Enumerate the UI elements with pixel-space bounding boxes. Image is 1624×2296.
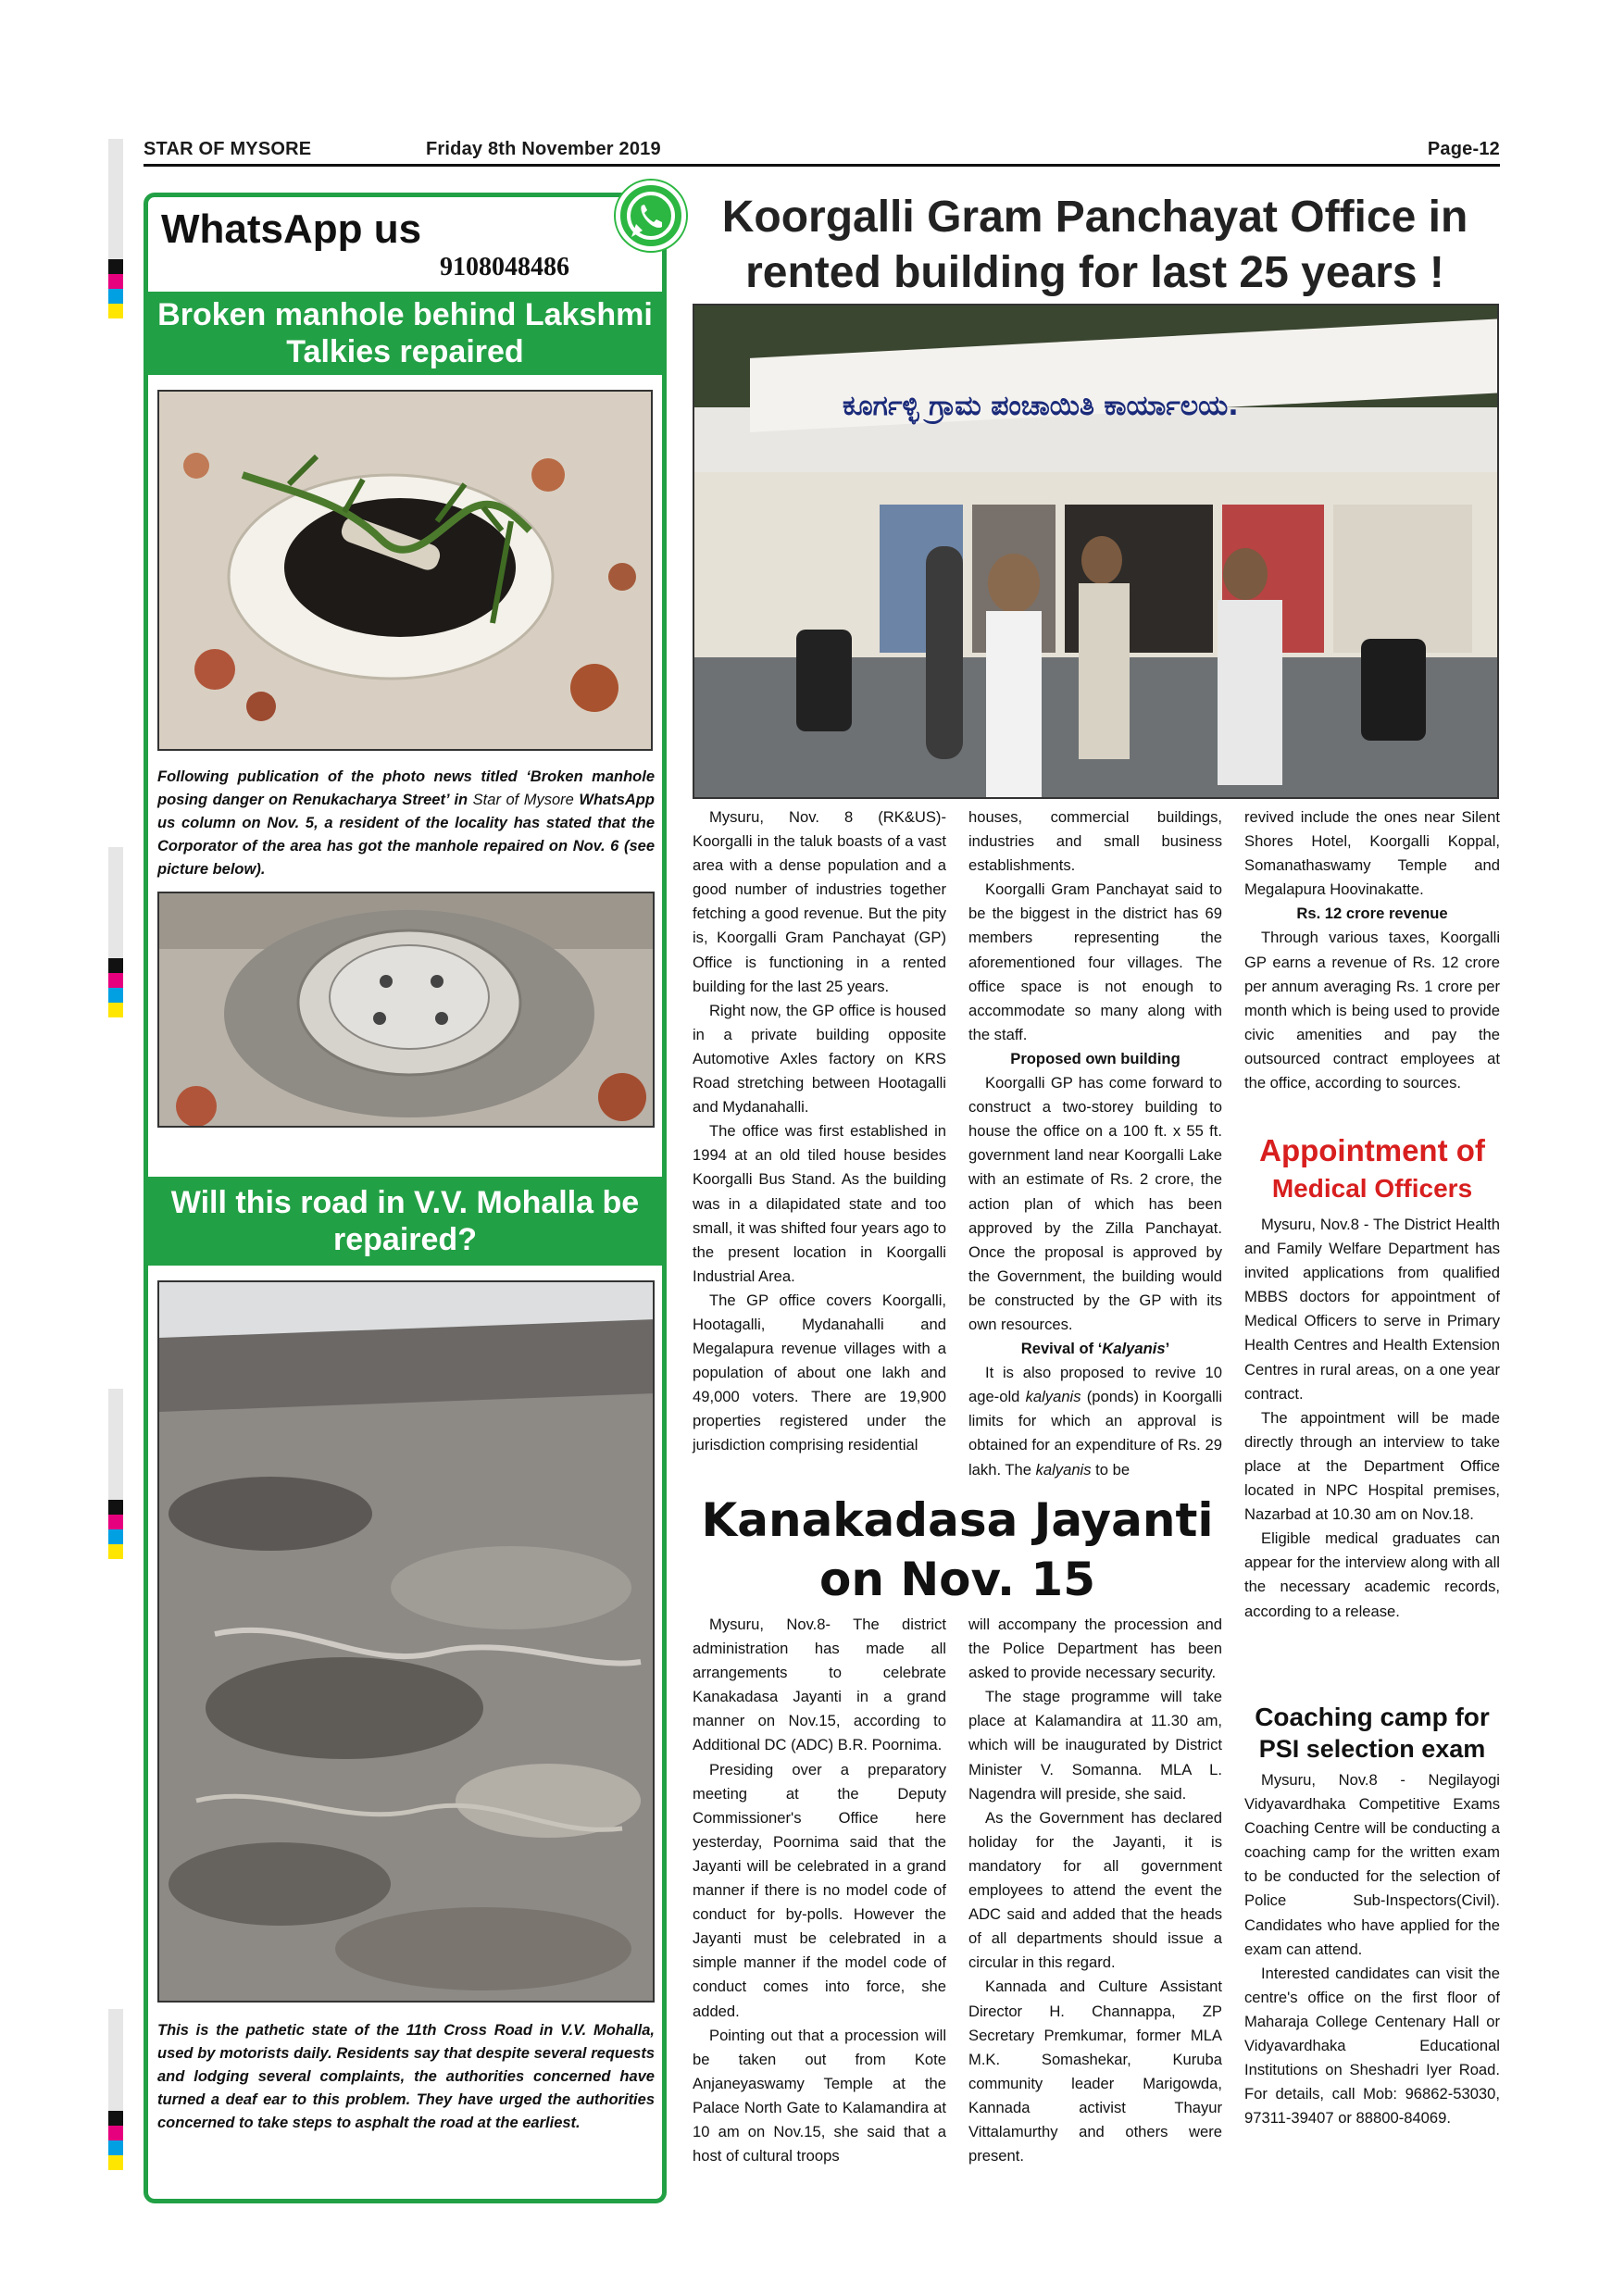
subheading-text: ’ — [1165, 1340, 1170, 1358]
paragraph: Kannada and Culture Assistant Director H. Channappa, ZP Secretary Premkumar, former MLA M.K. Somashekar, Kuruba community leader Marigowda, Kannada activist Thayur Vittalamurthy and others were present. — [968, 1978, 1222, 2165]
registration-bar — [108, 1389, 123, 1500]
medical-heading-line1: Appointment of — [1259, 1133, 1485, 1167]
svg-text:ಕೂರ್ಗಳ್ಳಿ ಗ್ರಾಮ ಪಂಚಾಯಿತಿ ಕಾರ್ಯ: ಕೂರ್ಗಳ್ಳಿ ಗ್ರಾಮ ಪಂಚಾಯಿತಿ ಕಾರ್ಯಾಲಯ. — [843, 390, 1239, 422]
registration-marks — [108, 2111, 123, 2170]
registration-bar — [108, 139, 123, 259]
subheading-proposed-building: Proposed own building — [1010, 1049, 1181, 1067]
story2-caption: This is the pathetic state of the 11th Cross Road in V.V. Mohalla, used by motorists daily. Residents say that despite several requests and lodging several complaints, the authorities concerned have turned a deaf ear to this problem. They have urged the authorities concerned to take steps to asphalt the road at the earliest. — [157, 2022, 655, 2131]
paragraph: will accompany the procession and the Police Department has been asked to provide necessary security. — [968, 1616, 1222, 1682]
paragraph: Interested candidates can visit the centre's office on the first floor of Maharaja College Centenary Hall or Vidyavardhaka Educational Institutions on Sheshadri Iyer Road. For details, call Mob: 96862-53030, 97311-39407 or 88800-84069. — [1244, 1964, 1500, 2128]
main-article-col3 — [1244, 805, 1500, 1095]
paragraph — [968, 1361, 1222, 1481]
medical-heading-line2: Medical Officers — [1271, 1174, 1473, 1203]
coaching-heading-line1: Coaching camp for — [1255, 1703, 1490, 1731]
paragraph-text: kalyanis — [1035, 1460, 1092, 1479]
kanakadasa-col2 — [968, 1613, 1222, 2168]
paragraph: Presiding over a preparatory meeting at the Deputy Commissioner's Office here yesterday, Poornima said that the Jayanti will be celebrated in a grand manner if there is no model code of conduct for by-polls. However the Jayanti must be celebrated in a simple manner if the model code of conduct comes into force, she added. — [693, 1760, 946, 2020]
page-number: Page-12 — [1427, 139, 1500, 159]
story1-heading: Broken manhole behind Lakshmi Talkies repaired — [148, 292, 662, 375]
paragraph: The GP office covers Koorgalli, Hootagalli, Mydanahalli and Megalapura revenue villages with a population of about one lakh and 49,000 voters. There are 19,900 properties registered under the jurisdiction comprising residential — [693, 1291, 946, 1454]
paragraph: Mysuru, Nov.8 - The District Health and Family Welfare Department has invited applications from qualified MBBS doctors for appointment of Medical Officers to serve in Primary Health Centres and Health Extension Centres in rural areas, on a one year contract. — [1244, 1216, 1500, 1403]
registration-marks — [108, 259, 123, 318]
broken-manhole-photo — [157, 390, 653, 751]
paper-name: STAR OF MYSORE — [144, 139, 312, 159]
paragraph: Koorgalli GP has come forward to construct a two-storey building to house the office on a 100 ft. x 55 ft. government land near Koorgalli Lake with an estimate of Rs. 2 crore, the action plan of which has been approved by the Zilla Panchayat. Once the proposal is approved by the Government, the building would be constructed by the GP with its own resources. — [968, 1074, 1222, 1333]
whatsapp-number: 9108048486 — [440, 253, 569, 281]
subheading-revival-kalyanis — [968, 1337, 1222, 1361]
kanakadasa-headline-line2: on Nov. 15 — [818, 1553, 1096, 1606]
paragraph-text: to be — [1091, 1460, 1131, 1479]
paragraph: The office was first established in 1994 at an old tiled house besides Koorgalli Bus Stand. As the building was in a dilapidated state and too small, it was shifted four years ago to the present location in Koorgalli Industrial Area. — [693, 1122, 946, 1285]
paragraph: Pointing out that a procession will be taken out from Kote Anjaneyaswamy Temple at the Palace North Gate to Kalamandira at 10 am on Nov.15, she said that a host of cultural troops — [693, 2026, 946, 2165]
paragraph: revived include the ones near Silent Shores Hotel, Koorgalli Koppal, Somanathaswamy Temple and Megalapura Hoovinakatte. — [1244, 808, 1500, 899]
subheading-revenue: Rs. 12 crore revenue — [1296, 905, 1448, 923]
story1-caption — [157, 766, 655, 881]
coaching-heading-line2: PSI selection exam — [1258, 1735, 1486, 1763]
paragraph: Right now, the GP office is housed in a private building opposite Automotive Axles factory on KRS Road stretching between Hootagalli and Mydanahalli. — [693, 1001, 946, 1117]
paragraph: houses, commercial buildings, industries and small business establishments. — [968, 808, 1222, 875]
paragraph: Koorgalli Gram Panchayat said to be the biggest in the district has 69 members representing the aforementioned four villages. The office space is not enough to accommodate so many along with the staff. — [968, 880, 1222, 1043]
paragraph: As the Government has declared holiday for the Jayanti, it is mandatory for all government employees to attend the event the ADC said and added that the heads of all departments should issue a circular in this regard. — [968, 1808, 1222, 1972]
repaired-manhole-photo — [157, 892, 655, 1128]
subheading-text: Kalyanis — [1102, 1340, 1166, 1358]
paragraph: Mysuru, Nov.8 - Negilayogi Vidyavardhaka Competitive Exams Coaching Centre will be conducting a coaching camp for the written exam to be conducted for the selection of Police Sub-Inspectors(Civil). Candidates who have applied for the exam can attend. — [1244, 1771, 1500, 1958]
story1-caption-text: Following publication of the photo news titled ‘Broken manhole posing danger on Renukacharya Street’ in — [157, 768, 655, 808]
main-article-col1 — [693, 805, 946, 1458]
whatsapp-title: WhatsApp us — [161, 206, 422, 252]
paragraph: The stage programme will take place at Kalamandira at 11.30 am, which will be inaugurated by District Minister V. Somanna. MLA L. Nagendra will preside, she said. — [968, 1688, 1222, 1803]
paragraph-text: It is also proposed to revive 10 age-old — [968, 1364, 1222, 1406]
paragraph: Mysuru, Nov. 8 (RK&US)- Koorgalli in the taluk boasts of a vast area with a dense population and a good number of industries together fetching a good revenue. But the pity is, Koorgalli Gram Panchayat (GP) Office is functioning in a rented building for the last 25 years. — [693, 808, 946, 995]
paragraph: Mysuru, Nov.8- The district administration has made all arrangements to celebrate Kanakadasa Jayanti in a grand manner on Nov.15, according to Additional DC (ADC) B.R. Poornima. — [693, 1616, 946, 1754]
medical-officers-article — [1244, 1131, 1500, 1624]
paragraph: Through various taxes, Koorgalli GP earns a revenue of Rs. 12 crore per annum averaging Rs. 1 crore per month which is being used to provide civic amenities and pay the outsourced contract employees at the office, according to sources. — [1244, 929, 1500, 1092]
paragraph-text: (ponds) in Koorgalli limits for which an approval is obtained for an expenditure of Rs. 29 lakh. The — [968, 1388, 1222, 1479]
paragraph-text: kalyanis — [1025, 1388, 1081, 1406]
issue-date: Friday 8th November 2019 — [426, 139, 661, 159]
kanakadasa-headline-line1: Kanakadasa Jayanti — [701, 1493, 1214, 1547]
story2-heading: Will this road in V.V. Mohalla be repaired? — [148, 1177, 662, 1266]
story1-caption-publication: Star of Mysore — [472, 792, 574, 808]
registration-bar — [108, 2009, 123, 2111]
kanakadasa-headline — [693, 1491, 1222, 1609]
registration-marks — [108, 1500, 123, 1559]
subheading-text: Revival of ‘ — [1020, 1340, 1103, 1358]
whatsapp-us-box — [144, 193, 667, 2203]
main-article-col2 — [968, 805, 1222, 1482]
paragraph: The appointment will be made directly through an interview to take place at the Department Office located in NPC Hospital premises, Nazarbad at 10.30 am on Nov.18. — [1244, 1408, 1500, 1524]
main-headline: Koorgalli Gram Panchayat Office in rented building for last 25 years ! — [721, 193, 1468, 297]
paragraph: Eligible medical graduates can appear for the interview along with all the necessary academic records, according to a release. — [1244, 1529, 1500, 1620]
damaged-road-photo — [157, 1280, 655, 2003]
registration-bar — [108, 847, 123, 958]
story1-caption-text: WhatsApp us column on Nov. 5, a resident of the locality has stated that the Corporator of the area has got the manhole repaired on Nov. 6 (see picture below). — [157, 792, 655, 878]
whatsapp-icon — [616, 181, 686, 251]
masthead — [144, 137, 1500, 167]
coaching-camp-article — [1244, 1702, 1500, 2130]
gram-panchayat-office-photo — [693, 304, 1499, 799]
registration-marks — [108, 958, 123, 1017]
kanakadasa-col1 — [693, 1613, 946, 2168]
